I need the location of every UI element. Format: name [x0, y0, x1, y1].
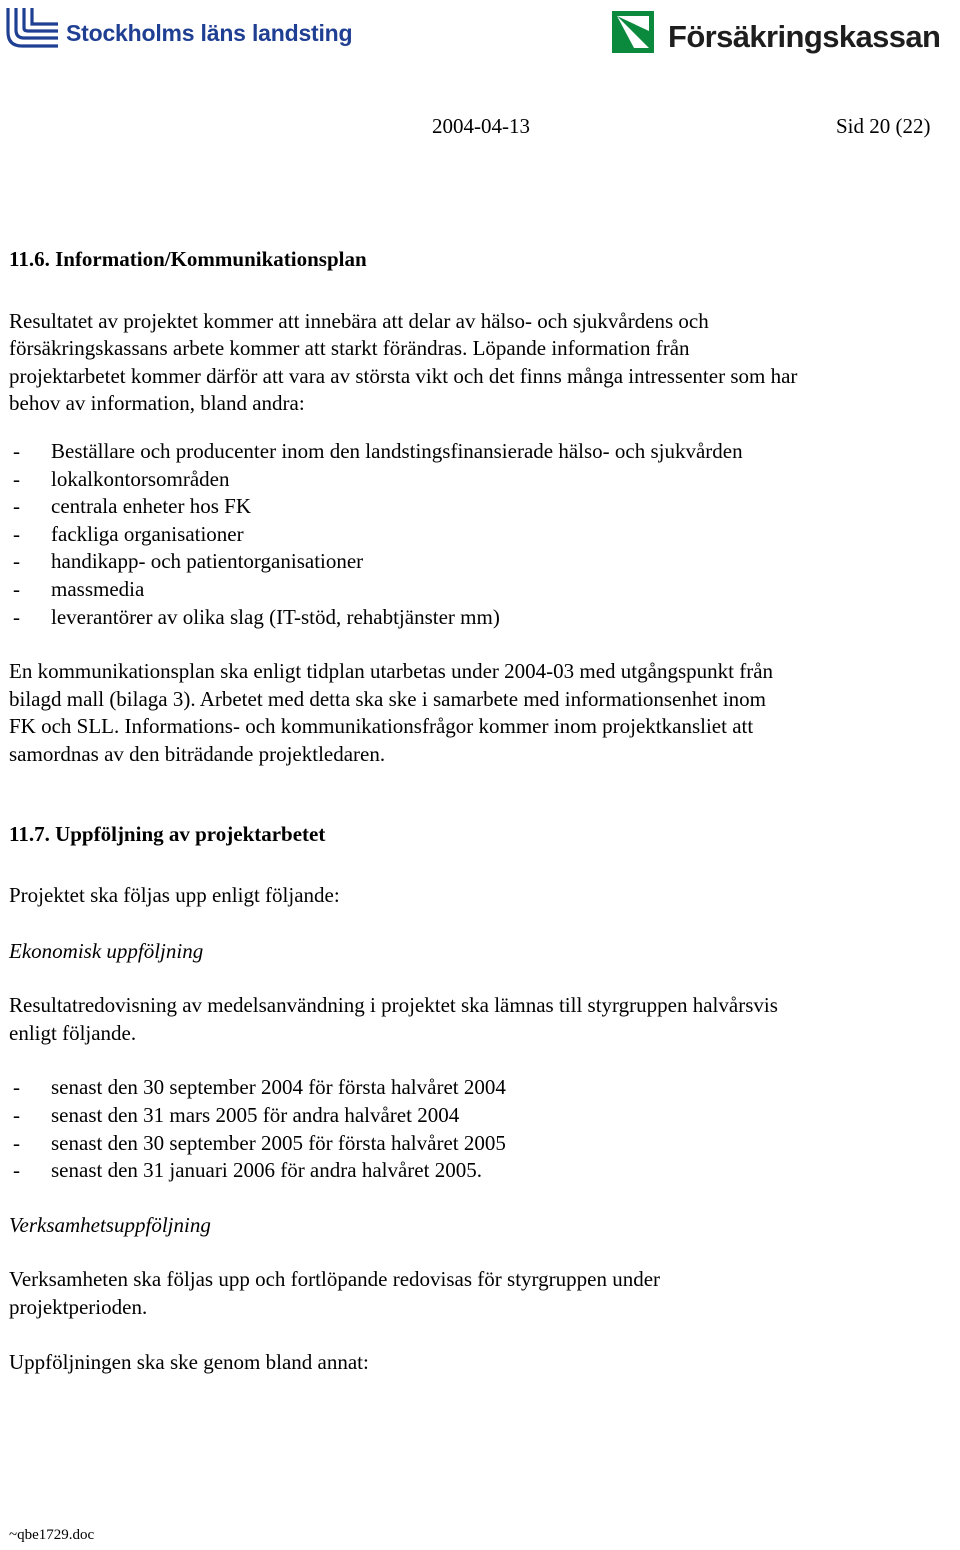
bullet-dash: -: [13, 438, 20, 463]
list-item: - handikapp- och patientorganisationer: [9, 548, 749, 576]
list-item: - senast den 30 september 2004 för första halvåret 2004: [9, 1074, 949, 1102]
intro-paragraph: Resultatet av projektet kommer att innebära att delar av hälso- och sjukvårdens och försäkringskassans arbete kommer att starkt förändras. Löpande information från projektarbetet kommer därför att vara av största vikt och det finns många intressenter som har behov av information, bland andra:: [9, 308, 798, 416]
subheading-operational: Verksamhetsuppföljning: [9, 1212, 211, 1237]
fk-logo-text: Försäkringskassan: [668, 19, 941, 54]
bullet-dash: -: [13, 1158, 20, 1183]
list-item: - senast den 30 september 2005 för första halvåret 2005: [9, 1130, 949, 1158]
bullet-dash: -: [13, 576, 20, 601]
bullet-dash: -: [13, 1130, 20, 1155]
list-item: - massmedia: [9, 576, 749, 604]
list-item: - fackliga organisationer: [9, 521, 749, 549]
document-body: [9, 246, 949, 1376]
economic-paragraph: Resultatredovisning av medelsanvändning i projektet ska lämnas till styrgruppen halvårsvis enligt följande.: [9, 993, 778, 1045]
section-heading-11-6: 11.6. Information/Kommunikationsplan: [9, 247, 367, 271]
fk-logo-icon: [612, 11, 654, 53]
bullet-dash: -: [13, 494, 20, 519]
sll-logo-icon: [4, 6, 60, 52]
list-item: - leverantörer av olika slag (IT-stöd, rehabtjänster mm): [9, 604, 749, 632]
communication-plan-paragraph: En kommunikationsplan ska enligt tidplan utarbetas under 2004-03 med utgångspunkt från bilagd mall (bilaga 3). Arbetet med detta ska ske i samarbete med informationsenhet inom FK och SLL. Informations- och kommunikationsfrågor kommer inom projektkansliet att samordnas av den biträdande projektledaren.: [9, 659, 774, 766]
list-item: - centrala enheter hos FK: [9, 493, 749, 521]
list-item: - Beställare och producenter inom den landstingsfinansierade hälso- och sjukvården: [9, 438, 749, 466]
list-item: - lokalkontorsområden: [9, 466, 749, 494]
list-item: - senast den 31 januari 2006 för andra halvåret 2005.: [9, 1157, 949, 1185]
followup-method-paragraph: Uppföljningen ska ske genom bland annat:: [9, 1349, 369, 1374]
bullet-dash: -: [13, 1103, 20, 1128]
followup-intro: Projektet ska följas upp enligt följande:: [9, 883, 340, 908]
section-heading-11-7: 11.7. Uppföljning av projektarbetet: [9, 821, 326, 846]
page-number: Sid 20 (22): [836, 114, 931, 138]
bullet-dash: -: [13, 521, 20, 546]
document-date: 2004-04-13: [432, 114, 530, 138]
sll-logo-text: Stockholms läns landsting: [66, 19, 353, 46]
fk-logo: [612, 8, 940, 56]
bullet-dash: -: [13, 604, 20, 629]
sll-logo: [4, 4, 352, 54]
list-item: - senast den 31 mars 2005 för andra halvåret 2004: [9, 1102, 949, 1130]
subheading-economic: Ekonomisk uppföljning: [9, 938, 204, 963]
bullet-dash: -: [13, 549, 20, 574]
operational-paragraph: Verksamheten ska följas upp och fortlöpande redovisas för styrgruppen under projektperioden.: [9, 1267, 661, 1320]
bullet-dash: -: [13, 466, 20, 491]
footer-filename: ~qbe1729.doc: [9, 1527, 95, 1543]
stakeholder-list: [9, 438, 749, 631]
bullet-dash: -: [13, 1075, 20, 1100]
reporting-deadlines-list: [9, 1074, 949, 1184]
